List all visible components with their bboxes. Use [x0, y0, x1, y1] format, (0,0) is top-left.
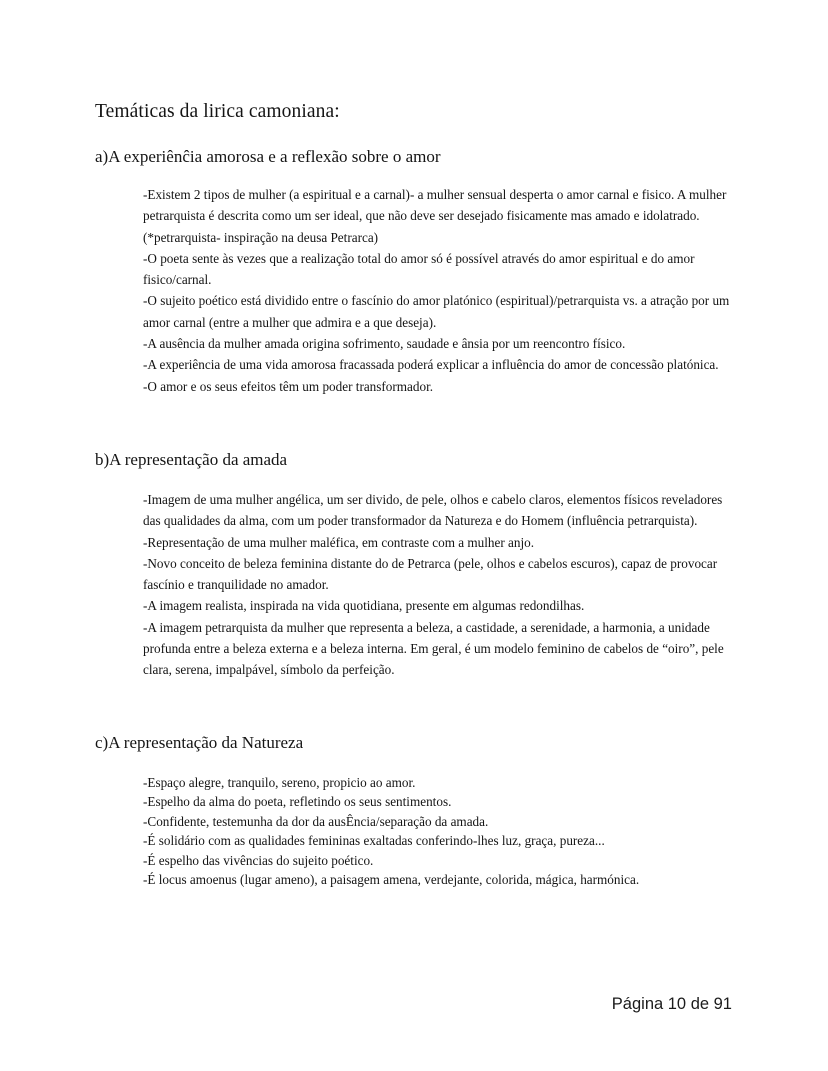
body-line: -O poeta sente às vezes que a realização total do amor só é possível através do amor espiritual e do amor fisico/carnal.: [143, 250, 695, 288]
page-title: Temáticas da lirica camoniana:: [95, 101, 340, 122]
section-marker-a: a): [95, 147, 109, 166]
body-line: -É locus amoenus (lugar ameno), a paisagem amena, verdejante, colorida, mágica, harmónica.: [143, 872, 640, 888]
body-line: -O amor e os seus efeitos têm um poder transformador.: [143, 378, 434, 394]
body-line: -O sujeito poético está dividido entre o fascínio do amor platónico (espiritual)/petrarquista vs. a atração por um amor carnal (entre a mulher que admira e a que deseja).: [143, 293, 730, 330]
section-marker-c: c): [95, 733, 109, 752]
section-c-body: [143, 773, 743, 889]
section-heading-a-text: A experiênĉia amorosa e a reflexão sobre o amor: [108, 147, 441, 166]
section-heading-c: [95, 731, 303, 755]
body-line: -Espelho da alma do poeta, refletindo os seus sentimentos.: [143, 794, 452, 810]
body-line: -É espelho das vivências do sujeito poético.: [143, 852, 374, 868]
body-line: -Confidente, testemunha da dor da ausÊncia/separação da amada.: [143, 813, 489, 829]
section-heading-b: [95, 448, 287, 472]
section-marker-b: b): [95, 450, 110, 469]
section-heading-c-text: A representação da Natureza: [108, 733, 304, 752]
section-heading-a: [95, 145, 441, 169]
body-line: -Representação de uma mulher maléfica, em contraste com a mulher anjo.: [143, 534, 535, 550]
section-a-body: [143, 184, 743, 397]
body-line: -Espaço alegre, tranquilo, sereno, propicio ao amor.: [143, 775, 416, 790]
section-b-body: [143, 489, 743, 681]
body-line: -A imagem petrarquista da mulher que representa a beleza, a castidade, a serenidade, a harmonia, a unidade profunda entre a beleza externa e a beleza interna. Em geral, é um modelo feminino de cabelos de “oiro”, pele clara, serena, impalpável, símbolo da perfeição.: [143, 619, 724, 678]
body-line: -A experiência de uma vida amorosa fracassada poderá explicar a influência do amor de concessão platónica.: [143, 357, 719, 373]
body-line: -Existem 2 tipos de mulher (a espiritual e a carnal)- a mulher sensual desperta o amor carnal e fisico. A mulher petrarquista é descrita como um ser ideal, que não deve ser desejado fisicamente mas amado e idolatrado. (*petrarquista- inspiração na deusa Petrarca): [143, 187, 727, 245]
body-line: -Novo conceito de beleza feminina distante do de Petrarca (pele, olhos e cabelos escuros), capaz de provocar fascínio e tranquilidade no amador.: [143, 555, 718, 593]
body-line: -A ausência da mulher amada origina sofrimento, saudade e ânsia por um reencontro físico.: [143, 336, 626, 352]
section-heading-b-text: A representação da amada: [109, 450, 288, 469]
body-line: -É solidário com as qualidades femininas exaltadas conferindo-lhes luz, graça, pureza...: [143, 833, 605, 849]
page-number-footer: Página 10 de 91: [611, 995, 732, 1013]
body-line: -A imagem realista, inspirada na vida quotidiana, presente em algumas redondilhas.: [143, 598, 585, 614]
body-line: -Imagem de uma mulher angélica, um ser divido, de pele, olhos e cabelo claros, elementos físicos reveladores das qualidades da alma, com um poder transformador da Natureza e do Homem (influência petrarquista).: [143, 492, 723, 529]
